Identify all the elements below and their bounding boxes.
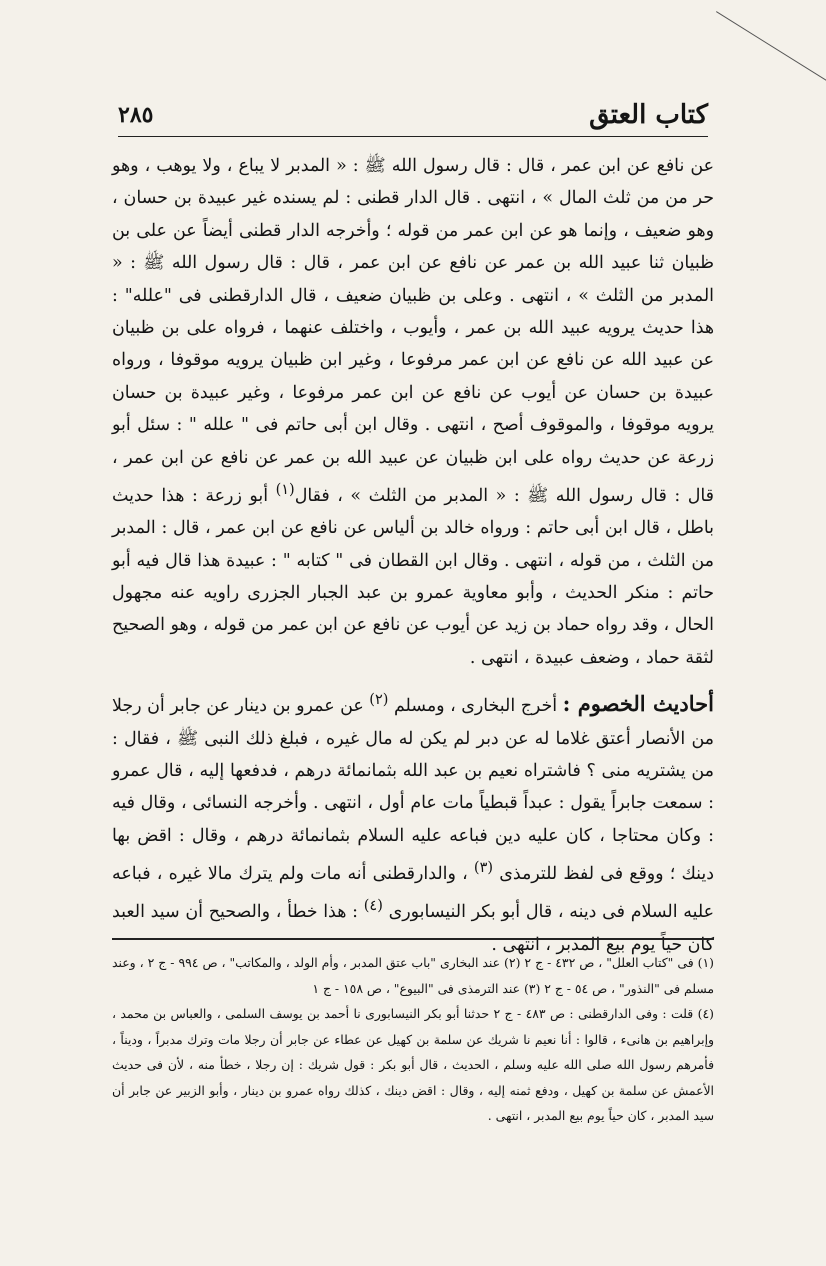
footnotes	[112, 950, 714, 1129]
text-run: أبو زرعة : هذا حديث باطل ، قال ابن أبى حاتم : ورواه خالد بن ألياس عن نافع عن ابن عمر ، قال : المدبر من الثلث ، من قوله ، انتهى . وقال ابن القطان فى " كتابه " : عبيدة هذا قال فيه أبو حاتم : منكر الحديث ، وأبو معاوية عمرو بن عبد الجبار الجزرى راويه عنه مجهول الحال ، وقد رواه حماد بن زيد عن أيوب عن نافع عن ابن عمر من قوله ، وهو الصحيح لثقة حماد ، وضعف عبيدة ، انتهى .	[112, 485, 714, 668]
text-run: أخرج البخارى ، ومسلم	[388, 696, 563, 717]
paragraph	[112, 684, 714, 961]
footnote-divider	[112, 938, 714, 940]
text-run: عن نافع عن ابن عمر ، قال : قال رسول الله ﷺ : « المدبر لا يباع ، ولا يوهب ، وهو حر من من ثلث المال » ، انتهى . قال الدار قطنى : لم يسنده غير عبيدة بن حسان ، وهو ضعيف ، وإنما هو عن ابن عمر من قوله ؛ وأخرجه الدار قطنى أيضاً عن على بن ظبيان ثنا عبيد الله بن عمر عن نافع عن ابن عمر ، قال : قال رسول الله ﷺ : « المدبر من الثلث » ، انتهى . وعلى بن ظبيان ضعيف ، قال الدارقطنى فى "علله" : هذا حديث يرويه عبيد الله بن عمر ، وأيوب ، واختلف عنهما ، فرواه على بن ظبيان عن عبيد الله عن نافع عن ابن عمر مرفوعا ، وغير ابن ظبيان يرويه موقوفا ، ورواه عبيدة بن حسان عن أيوب عن نافع عن ابن عمر مرفوعا ، وغير عبيدة بن حسان يرويه موقوفا ، والموقوف أصح ، انتهى . وقال ابن أبى حاتم فى " علله " : سئل أبو زرعة عن حديث رواه على ابن ظبيان عن عبيد الله بن عمر عن نافع عن ابن عمر ، قال : قال رسول الله ﷺ : « المدبر من الثلث » ، فقال	[112, 156, 714, 506]
footnote-ref: (١)	[275, 482, 295, 499]
paragraph	[112, 150, 714, 674]
text-run: : هذا خطأ ، والصحيح أن سيد العبد كان حياً يوم بيع المدبر ، انتهى .	[112, 902, 714, 955]
pencil-stroke	[716, 11, 826, 91]
text-run: ، والدارقطنى أنه مات ولم يترك مالا غيره ، فباعه عليه السلام فى دينه ، قال أبو بكر النيسابورى	[112, 863, 714, 923]
footnote-ref: (٤)	[363, 898, 383, 915]
section-heading: أحاديث الخصوم :	[562, 691, 714, 717]
page-number: ٢٨٥	[118, 102, 154, 128]
main-text	[112, 150, 714, 961]
running-header	[118, 92, 708, 137]
footnote-line: (١) فى "كتاب العلل" ، ص ٤٣٢ - ج ٢ (٢) عند البخارى "باب عتق المدبر ، وأم الولد ، والمكاتب" ، ص ٩٩٤ - ج ٢ ، وعند مسلم فى "النذور" ، ص ٥٤ - ج ٢ (٣) عند الترمذى فى "البيوع" ، ص ١٥٨ - ج ١	[112, 955, 714, 996]
footnote-ref: (٣)	[473, 860, 494, 877]
footnote-line: (٤) قلت : وفى الدارقطنى : ص ٤٨٣ - ج ٢ حدثنا أبو بكر النيسابورى نا أحمد بن يوسف السلمى ، والعباس بن محمد ، وإبراهيم بن هانىء ، قالوا : أنا نعيم نا شريك عن سلمة بن كهيل عن عطاء عن جابر أن رجلا مات وترك مدبراً ، وديناً ، فأمرهم رسول الله صلى الله عليه وسلم ، الحديث ، قال أبو بكر : قول شريك : إن رجلا ، خطأ منه ، لأن فى حديث الأعمش عن سلمة بن كهيل ، ودفع ثمنه إليه ، وقال : اقض دينك ، كذلك رواه عمرو بن دينار ، وأبو الزبير عن جابر أن سيد المدبر ، كان حياً يوم بيع المدبر ، انتهى .	[112, 1006, 714, 1123]
text-run: عن عمرو بن دينار عن جابر أن رجلا من الأنصار أعتق غلاما له عن دبر لم يكن له مال غيره ، فبلغ ذلك النبى ﷺ ، فقال : من يشتريه منى ؟ فاشتراه نعيم بن عبد الله بثمانمائة درهم ، فدفعها إليه ، قال عمرو : سمعت جابراً يقول : عبداً قبطياً مات عام أول ، انتهى . وأخرجه النسائى ، وقال فيه : وكان محتاجا ، كان عليه دين فباعه عليه السلام بثمانمائة درهم ، وقال : اقض بها دينك ؛ ووقع فى لفظ للترمذى	[112, 696, 715, 884]
footnote-ref: (٢)	[369, 692, 389, 709]
chapter-title: كتاب العتق	[589, 100, 708, 130]
